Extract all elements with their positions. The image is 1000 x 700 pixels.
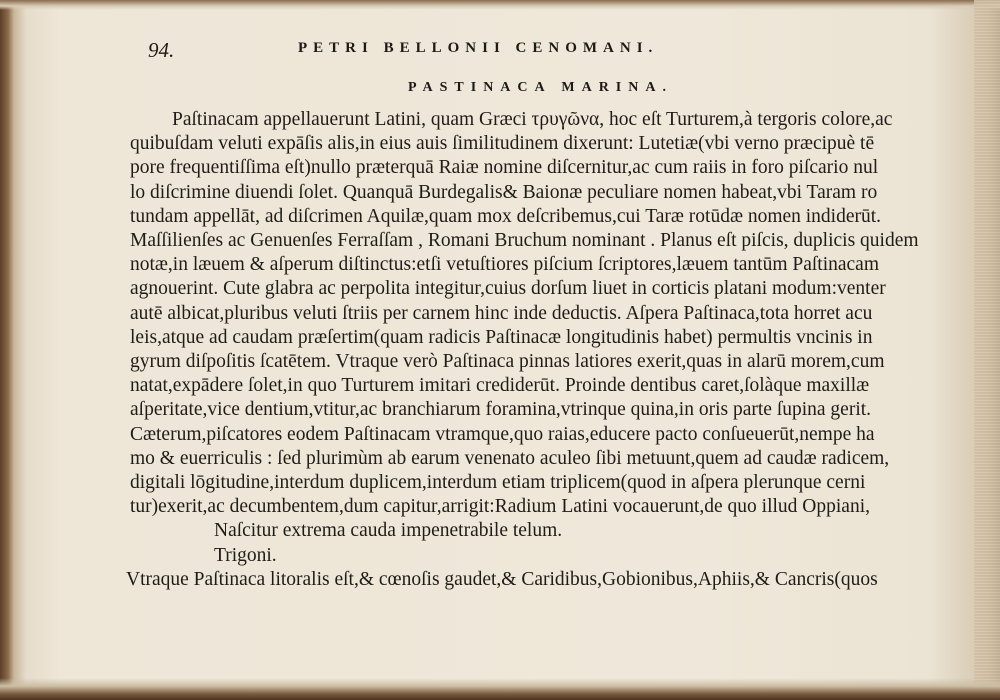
text-line: Cæterum,piſcatores eodem Paſtinacam vtramque,quo raias,educere pacto conſueuerūt,nempe ha: [130, 423, 875, 445]
text-line: tundam appellāt, ad diſcrimen Aquilæ,quam mox deſcribemus,cui Taræ rotūdæ nomen indiderūt.: [130, 205, 882, 227]
text-line: quibuſdam veluti expāſis alis,in eius auis ſimilitudinem dixerunt: Lutetiæ(vbi verno præcipuè tē: [130, 133, 875, 155]
text-line: gyrum diſpoſitis ſcatētem. Vtraque verò Paſtinaca pinnas latiores exerit,quas in alarū morem,cum: [130, 351, 885, 373]
body-text: [126, 108, 990, 592]
quote-attribution: Trigoni.: [214, 544, 277, 566]
text-line: digitali lōgitudine,interdum duplicem,interdum etiam triplicem(quod in aſpera plerunque cerni: [130, 472, 866, 494]
text-line: aſperitate,vice dentium,vtitur,ac branchiarum foramina,vtrinque quina,in oris parte ſupina gerit.: [130, 399, 872, 421]
page-top-edge: [0, 0, 1000, 10]
text-line: natat,expādere ſolet,in quo Turturem imitari crediderūt. Proinde dentibus caret,ſolàque maxillæ: [130, 375, 870, 397]
page-number: 94.: [148, 38, 175, 62]
page-header: [148, 38, 828, 68]
text-line: mo & euerriculis : ſed plurimùm ab earum venenato aculeo ſibi metuunt,quem ad caudæ radicem,: [130, 447, 890, 469]
page-bottom-edge: [0, 678, 1000, 700]
text-line: pore frequentiſſima eſt)nullo præterquā Raiæ nomine diſcernitur,ac cum raiis in foro piſcario nul: [130, 157, 879, 179]
running-head: PETRI BELLONII CENOMANI.: [298, 40, 659, 56]
text-line: lo diſcrimine diuendi ſolet. Quanquā Burdegalis& Baionæ peculiare nomen habeat,vbi Taram ro: [130, 181, 878, 203]
text-line: Vtraque Paſtinaca litoralis eſt,& cœnoſis gaudet,& Caridibus,Gobionibus,Aphiis,& Cancris(quos: [126, 568, 878, 590]
text-line: agnouerint. Cute glabra ac perpolita integitur,cuius dorſum liuet in corticis platani modum:venter: [130, 278, 886, 300]
text-line: Maſſilienſes ac Genuenſes Ferraſſam , Romani Bruchum nominant . Planus eſt piſcis, duplicis quidem: [130, 230, 919, 252]
text-line: notæ,in læuem & aſperum diſtinctus:etſi vetuſtiores piſcium ſcriptores,læuem tantūm Paſtinacam: [130, 254, 879, 276]
text-line: tur)exerit,ac decumbentem,dum capitur,arrigit:Radium Latini vocauerunt,de quo illud Oppiani,: [130, 496, 870, 518]
text-line: Paſtinacam appellauerunt Latini, quam Græci τρυγῶνα, hoc eſt Turturem,à tergoris colore,ac: [172, 109, 893, 130]
quote-line: Naſcitur extrema cauda impenetrabile telum.: [214, 520, 563, 542]
text-line: autē albicat,pluribus veluti ſtriis per carnem hinc inde deductis. Aſpera Paſtinaca,tota horret acu: [130, 302, 873, 324]
text-line: leis,atque ad caudam præſertim(quam radicis Paſtinacæ longitudinis habet) permultis vncinis in: [130, 326, 873, 348]
section-title: PASTINACA MARINA.: [408, 80, 673, 95]
